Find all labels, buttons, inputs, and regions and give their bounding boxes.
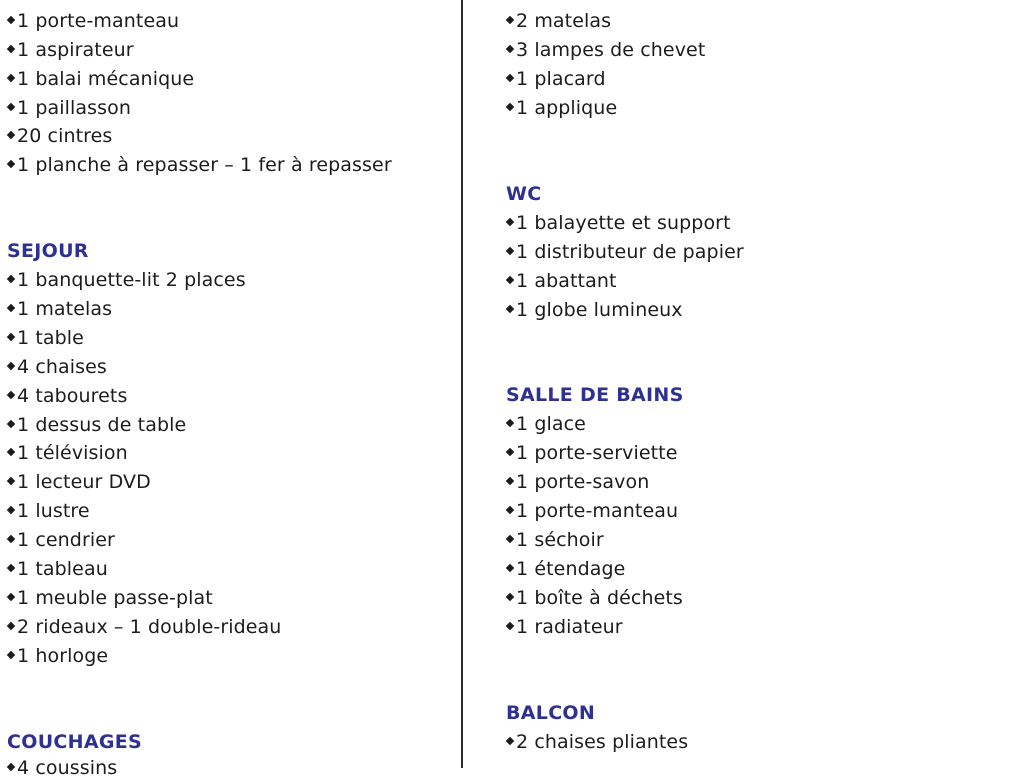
list-item: 1 applique [506, 94, 617, 123]
list-item: 20 cintres [7, 122, 112, 151]
list-item: 1 porte-manteau [7, 7, 179, 36]
list-item: 3 lampes de chevet [506, 36, 705, 65]
list-item: 1 planche à repasser – 1 fer à repasser [7, 151, 392, 180]
bullet-icon [7, 506, 15, 514]
bullet-icon [506, 419, 514, 427]
list-item: 4 tabourets [7, 382, 127, 411]
column-divider [461, 0, 463, 768]
bullet-icon [7, 160, 15, 168]
bullet-icon [506, 564, 514, 572]
bullet-icon [7, 362, 15, 370]
bullet-icon [506, 103, 514, 111]
bullet-icon [506, 477, 514, 485]
bullet-icon [7, 391, 15, 399]
list-item: 1 étendage [506, 555, 625, 584]
list-item: 1 paillasson [7, 94, 131, 123]
list-item: 1 cendrier [7, 526, 115, 555]
list-item: 1 porte-manteau [506, 497, 678, 526]
list-item: 1 meuble passe-plat [7, 584, 213, 613]
bullet-icon [7, 131, 15, 139]
list-item: 2 rideaux – 1 double-rideau [7, 613, 281, 642]
list-item: 1 abattant [506, 267, 617, 296]
bullet-icon [7, 535, 15, 543]
bullet-icon [7, 651, 15, 659]
list-item: 1 aspirateur [7, 36, 134, 65]
section-heading-balcon: BALCON [506, 702, 596, 724]
list-item: 1 balai mécanique [7, 65, 194, 94]
bullet-icon [506, 506, 514, 514]
section-heading-salle-de-bains: SALLE DE BAINS [506, 384, 684, 406]
bullet-icon [7, 45, 15, 53]
bullet-icon [7, 304, 15, 312]
list-item: 1 horloge [7, 642, 108, 671]
bullet-icon [7, 16, 15, 24]
list-item: 1 placard [506, 65, 606, 94]
bullet-icon [506, 622, 514, 630]
list-item: 1 table [7, 324, 84, 353]
list-item: 1 banquette-lit 2 places [7, 266, 246, 295]
list-item: 1 porte-savon [506, 468, 649, 497]
bullet-icon [506, 276, 514, 284]
list-item: 1 dessus de table [7, 411, 186, 440]
section-heading-wc: WC [506, 183, 542, 205]
list-item: 1 lecteur DVD [7, 468, 151, 497]
bullet-icon [7, 564, 15, 572]
list-item: 1 boîte à déchets [506, 584, 683, 613]
list-item: 1 porte-serviette [506, 439, 678, 468]
list-item: 1 globe lumineux [506, 296, 683, 325]
bullet-icon [7, 763, 15, 771]
bullet-icon [7, 622, 15, 630]
list-item: 2 chaises pliantes [506, 728, 688, 757]
list-item: 1 lustre [7, 497, 90, 526]
list-item: 2 matelas [506, 7, 611, 36]
bullet-icon [7, 103, 15, 111]
list-item: 4 coussins [7, 754, 117, 783]
bullet-icon [506, 45, 514, 53]
bullet-icon [7, 420, 15, 428]
bullet-icon [7, 477, 15, 485]
list-item: 1 matelas [7, 295, 112, 324]
bullet-icon [506, 593, 514, 601]
bullet-icon [7, 593, 15, 601]
list-item: 1 radiateur [506, 613, 623, 642]
bullet-icon [7, 275, 15, 283]
list-item: 1 distributeur de papier [506, 238, 744, 267]
list-item: 1 tableau [7, 555, 108, 584]
section-heading-couchages: COUCHAGES [7, 731, 143, 753]
bullet-icon [506, 535, 514, 543]
list-item: 1 séchoir [506, 526, 604, 555]
bullet-icon [506, 737, 514, 745]
list-item: 1 glace [506, 410, 586, 439]
bullet-icon [506, 74, 514, 82]
list-item: 1 balayette et support [506, 209, 731, 238]
list-item: 4 chaises [7, 353, 107, 382]
bullet-icon [506, 305, 514, 313]
bullet-icon [7, 333, 15, 341]
bullet-icon [7, 74, 15, 82]
section-heading-sejour: SEJOUR [7, 240, 89, 262]
list-item: 1 télévision [7, 439, 128, 468]
bullet-icon [506, 448, 514, 456]
bullet-icon [506, 247, 514, 255]
bullet-icon [506, 218, 514, 226]
bullet-icon [506, 16, 514, 24]
bullet-icon [7, 448, 15, 456]
